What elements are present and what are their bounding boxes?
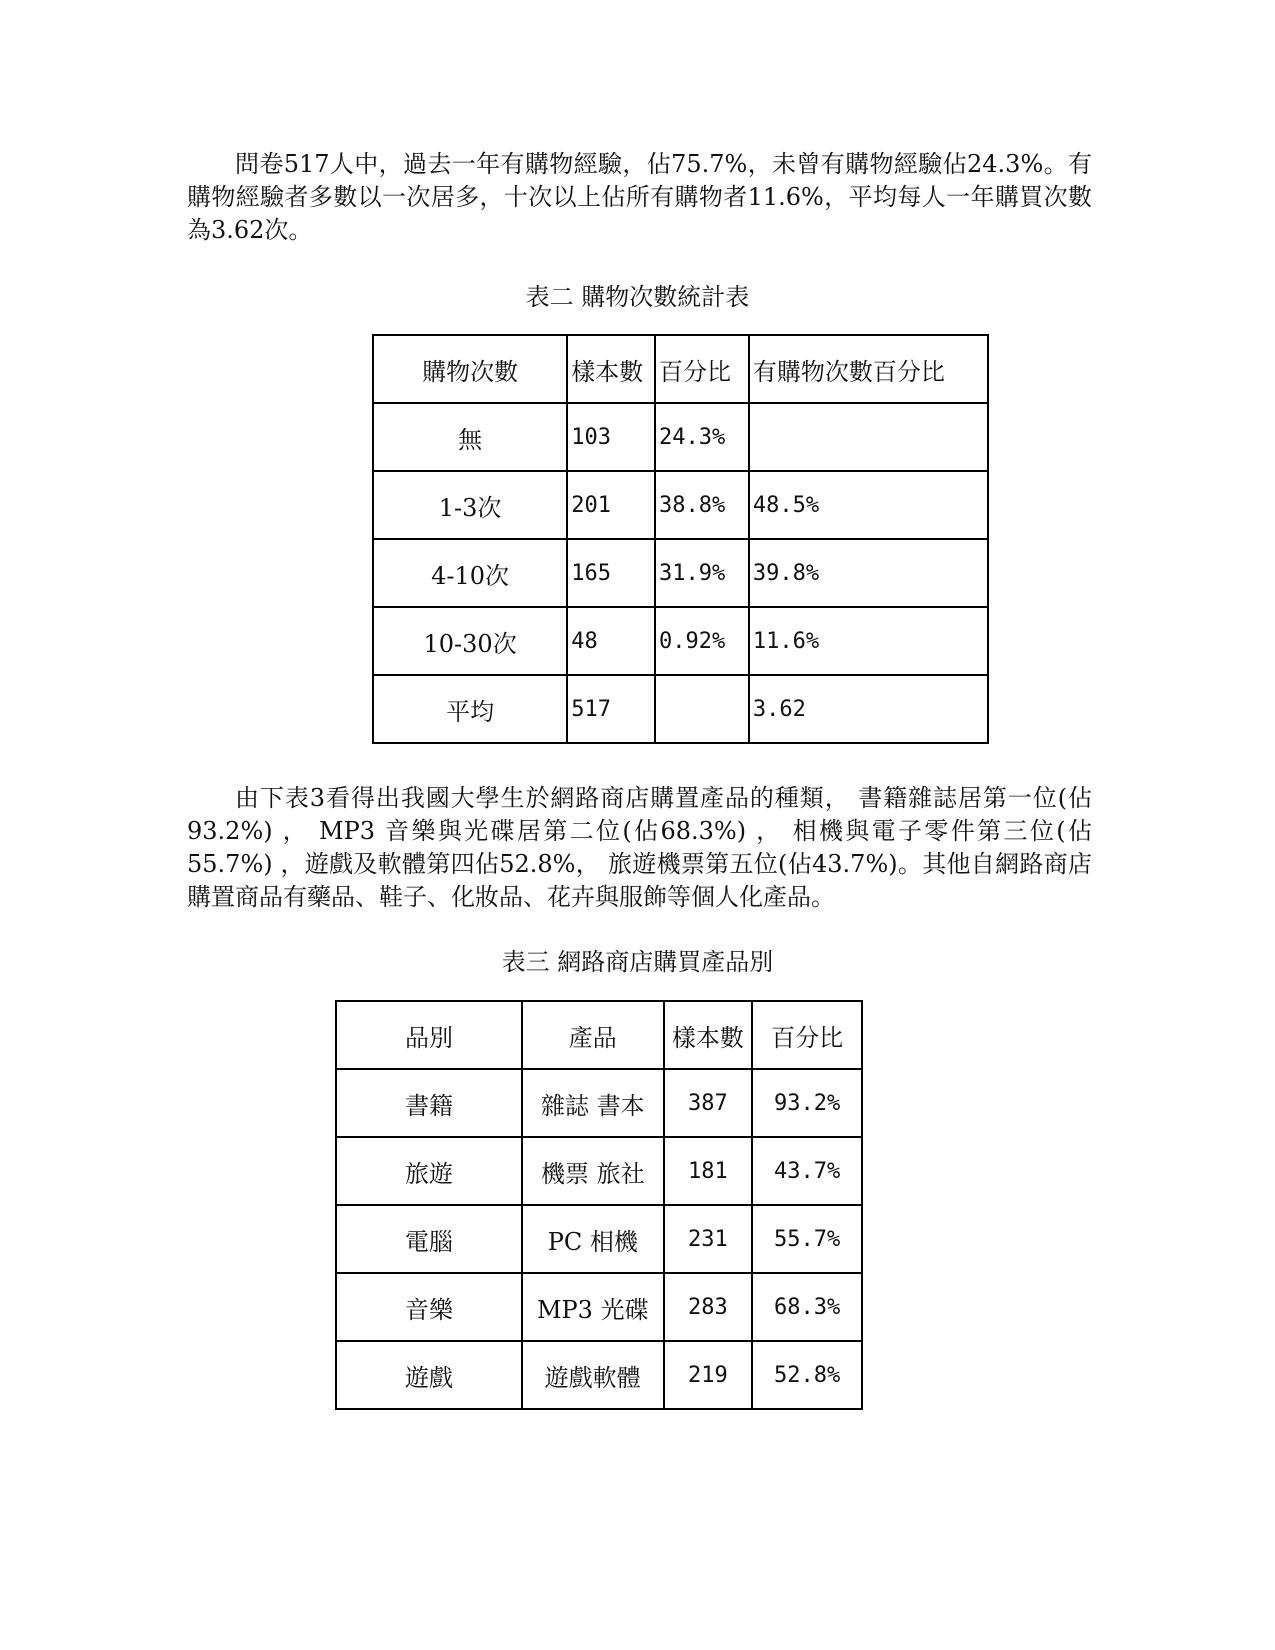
table-cell: 10-30次	[373, 607, 567, 675]
table-row	[373, 675, 988, 743]
table-cell: 遊戲	[336, 1341, 522, 1409]
table-cell: 24.3%	[655, 403, 749, 471]
table-cell: 201	[567, 471, 655, 539]
table-cell	[749, 403, 988, 471]
header-cell: 樣本數	[567, 335, 655, 403]
table-cell: 103	[567, 403, 655, 471]
table-cell: 43.7%	[752, 1137, 862, 1205]
table-cell: 0.92%	[655, 607, 749, 675]
table-cell: 68.3%	[752, 1273, 862, 1341]
table-cell: 11.6%	[749, 607, 988, 675]
table-row	[373, 403, 988, 471]
table-cell: 38.8%	[655, 471, 749, 539]
table-cell: 219	[664, 1341, 753, 1409]
table-row	[336, 1205, 862, 1273]
table-cell: 3.62	[749, 675, 988, 743]
table-cell: MP3 光碟	[522, 1273, 663, 1341]
header-cell: 樣本數	[664, 1001, 753, 1069]
table-cell: 231	[664, 1205, 753, 1273]
table-cell: 93.2%	[752, 1069, 862, 1137]
product-category-table	[335, 1000, 863, 1410]
table-cell: 無	[373, 403, 567, 471]
table-header-row	[336, 1001, 862, 1069]
table-cell: 雜誌 書本	[522, 1069, 663, 1137]
header-cell: 購物次數	[373, 335, 567, 403]
table-cell: 387	[664, 1069, 753, 1137]
paragraph-survey-summary: 問卷517人中，過去一年有購物經驗，佔75.7%，未曾有購物經驗佔24.3%。有購物經驗者多數以一次居多，十次以上佔所有購物者11.6%，平均每人一年購買次數為3.62次。	[187, 150, 1092, 244]
header-cell: 百分比	[655, 335, 749, 403]
purchase-frequency-table	[372, 334, 989, 744]
header-cell: 百分比	[752, 1001, 862, 1069]
table-cell	[655, 675, 749, 743]
table-cell: 55.7%	[752, 1205, 862, 1273]
table-row	[336, 1341, 862, 1409]
table-cell: 39.8%	[749, 539, 988, 607]
table-cell: 電腦	[336, 1205, 522, 1273]
table-cell: 283	[664, 1273, 753, 1341]
table-row	[336, 1273, 862, 1341]
table-cell: 機票 旅社	[522, 1137, 663, 1205]
header-cell: 品別	[336, 1001, 522, 1069]
table-cell: 遊戲軟體	[522, 1341, 663, 1409]
paragraph-product-categories: 由下表3看得出我國大學生於網路商店購置產品的種類， 書籍雜誌居第一位(佔93.2%) ， MP3 音樂與光碟居第二位(佔68.3%) ， 相機與電子零件第三位(佔55.7%) ，遊戲及軟體第四佔52.8%， 旅遊機票第五位(佔43.7%)。其他自網路商店購置商品有藥品、鞋子、化妝品、花卉與服飾等個人化產品。	[187, 784, 1092, 911]
table2-caption: 表二 購物次數統計表	[525, 283, 750, 311]
table-row	[373, 539, 988, 607]
table-cell: 1-3次	[373, 471, 567, 539]
table-cell: 平均	[373, 675, 567, 743]
table-row	[336, 1137, 862, 1205]
table3-caption: 表三 網路商店購買產品別	[501, 948, 774, 976]
table-cell: 4-10次	[373, 539, 567, 607]
table-cell: 165	[567, 539, 655, 607]
table-cell: 48.5%	[749, 471, 988, 539]
table-header-row	[373, 335, 988, 403]
table-cell: 旅遊	[336, 1137, 522, 1205]
table-cell: 書籍	[336, 1069, 522, 1137]
table-cell: 181	[664, 1137, 753, 1205]
table-cell: 31.9%	[655, 539, 749, 607]
table-cell: 48	[567, 607, 655, 675]
table-cell: 音樂	[336, 1273, 522, 1341]
table-cell: PC 相機	[522, 1205, 663, 1273]
table-row	[336, 1069, 862, 1137]
header-cell: 產品	[522, 1001, 663, 1069]
table-row	[373, 471, 988, 539]
header-cell: 有購物次數百分比	[749, 335, 988, 403]
table-cell: 52.8%	[752, 1341, 862, 1409]
table-cell: 517	[567, 675, 655, 743]
table-row	[373, 607, 988, 675]
